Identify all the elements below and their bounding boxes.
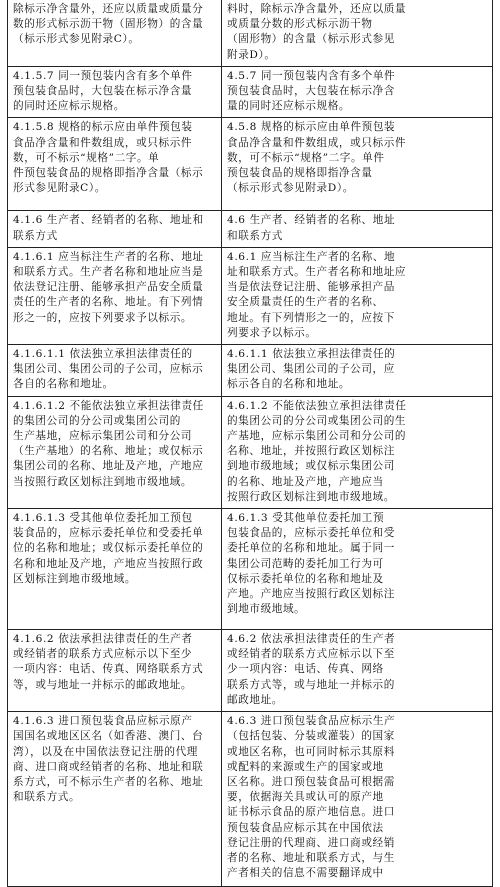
old-standard-cell — [8, 396, 222, 508]
text-line: 要，依据海关具或认可的原产地 — [227, 791, 384, 804]
text-line: 4.6.2 依法承担法律责任的生产者 — [227, 633, 396, 646]
text-line: 或配料的来源或生产的国家或地 — [227, 760, 384, 773]
text-line: 附录D）。 — [227, 48, 276, 61]
text-line: 产地。产地应当按照行政区划标注 — [227, 588, 395, 601]
text-line: 数，可不标示“规格”二字。单 — [13, 151, 160, 164]
text-line: 商、进口商或经销者的名称、地址和联 — [13, 760, 204, 773]
text-line: 产基地，应标示集团公司和分公司的 — [227, 430, 407, 443]
new-standard-cell — [222, 345, 493, 397]
text-line: 4.1.6.3 进口预包装食品应标示原产 — [13, 715, 193, 728]
text-line: 4.1.6.1.2 不能依法独立承担法律责任 — [13, 399, 204, 412]
text-line: 委托单位的名称和地址。属于同一 — [227, 542, 395, 555]
text-line: 4.6.1.1 依法独立承担法律责任的 — [227, 348, 396, 361]
text-line: 到地市级地域。 — [227, 603, 306, 616]
text-line: 数的形式标示沥干物（固形物）的含量 — [13, 18, 204, 31]
text-line: 件预包装食品的规格即指净含量（标示 — [13, 167, 204, 180]
text-line: 4.6 生产者、经销者的名称、地址 — [227, 214, 396, 227]
text-line: 或地区名称，也可同时标示其原料 — [227, 745, 395, 758]
text-line: 集团公司范畴的委托加工行为可 — [227, 557, 384, 570]
text-line: （标示形式参见附录C）。 — [13, 33, 140, 46]
text-line: 或经销者的联系方式应标示以下至 — [227, 648, 395, 661]
text-line: 联系方式等，或与地址一并标示的 — [227, 678, 395, 691]
text-line: 装食品的，应标示委托单位和受委托单 — [13, 527, 204, 540]
text-line: 的集团公司的分公司或集团公司的生 — [227, 414, 407, 427]
text-line: 预包装食品时，大包装在标示净含量 — [13, 85, 193, 98]
new-standard-cell — [222, 66, 493, 118]
text-line: 除标示净含量外，还应以质量或质量分 — [13, 3, 204, 15]
text-line: 和联系方式。 — [13, 791, 81, 804]
text-line: 系方式，可不标示生产者的名称、地址 — [13, 775, 204, 788]
clause-row — [8, 211, 493, 247]
old-standard-cell — [8, 66, 222, 118]
text-line: 按照行政区划标注到地市级地域。 — [227, 490, 395, 503]
text-line: 者的名称、地址和联系方式，与生 — [227, 851, 395, 864]
text-line: （固形物）的含量（标示形式参见 — [227, 33, 395, 46]
text-line: 4.6.1 应当标注生产者的名称、地 — [227, 250, 396, 263]
clause-row — [8, 247, 493, 344]
text-line: 登记注册的代理商、进口商或经销 — [227, 836, 395, 849]
text-line: 4.6.3 进口预包装食品应标示生产 — [227, 715, 396, 728]
clause-row — [8, 712, 493, 887]
text-line: 列要求予以标示。 — [227, 326, 317, 339]
text-line: 区划标注到地市级地域。 — [13, 572, 137, 585]
text-line: 或质量分数的形式标示沥干物 — [227, 18, 373, 31]
text-line: 和联系方式。生产者名称和地址应当是 — [13, 266, 204, 279]
text-line: 预包装食品时，大包装在标示净含 — [227, 85, 395, 98]
old-standard-cell — [8, 630, 222, 712]
text-line: 标示各自的名称和地址。 — [227, 378, 351, 391]
new-standard-cell — [222, 118, 493, 211]
text-line: （标示形式参见附录D）。 — [227, 182, 354, 195]
text-line: 湾），以及在中国依法登记注册的代理 — [13, 745, 198, 758]
text-line: 一项内容：电话、传真、网络联系方式 — [13, 663, 204, 676]
text-line: 4.6.1.2 不能依法独立承担法律责任 — [227, 399, 407, 412]
text-line: 仅标示委托单位的名称和地址及 — [227, 572, 384, 585]
text-line: 生产基地，应标示集团公司和分公司 — [13, 430, 193, 443]
text-line: 区名称。进口预包装食品可根据需 — [227, 775, 395, 788]
old-standard-cell — [8, 118, 222, 211]
text-line: 形之一的，应按下列要求予以标示。 — [13, 311, 193, 324]
text-line: 料时，除标示净含量外，还应以质量 — [227, 3, 407, 15]
old-standard-cell — [8, 211, 222, 247]
text-line: 集团公司的名称、地址及产地，产地应 — [13, 460, 204, 473]
text-line: 和联系方式 — [227, 229, 283, 242]
new-standard-cell — [222, 509, 493, 630]
new-standard-cell — [222, 396, 493, 508]
text-line: 国国名或地区区名（如香港、澳门、台 — [13, 730, 204, 743]
new-standard-cell — [222, 712, 493, 887]
new-standard-cell — [222, 0, 493, 66]
clause-row — [8, 0, 493, 66]
clause-row — [8, 509, 493, 630]
text-line: 各自的名称和地址。 — [13, 378, 114, 391]
text-line: 量的同时还应标示规格。 — [227, 100, 351, 113]
text-line: 或经销者的联系方式应标示以下至少 — [13, 648, 193, 661]
clause-row — [8, 396, 493, 508]
text-line: 4.1.6.1 应当标注生产者的名称、地址 — [13, 250, 204, 263]
text-line: 4.1.5.7 同一预包装内含有多个单件 — [13, 69, 193, 82]
text-line: 形式参见附录C）。 — [13, 182, 106, 195]
old-standard-cell — [8, 509, 222, 630]
text-line: 名称和地址及产地，产地应当按照行政 — [13, 557, 204, 570]
text-line: （生产基地）的名称、地址；或仅标示 — [13, 445, 204, 458]
text-line: 4.5.7 同一预包装内含有多个单件 — [227, 69, 396, 82]
text-line: 的同时还应标示规格。 — [13, 100, 125, 113]
text-line: 位的名称和地址；或仅标示委托单位的 — [13, 542, 204, 555]
text-line: 等，或与地址一并标示的邮政地址。 — [13, 678, 193, 691]
text-line: 预包装食品应标示其在中国依法 — [227, 821, 384, 834]
text-line: 邮政地址。 — [227, 693, 283, 706]
standard-comparison-table — [7, 0, 493, 887]
text-line: 集团公司、集团公司的子公司，应标示 — [13, 363, 204, 376]
text-line: 联系方式 — [13, 229, 58, 242]
text-line: 4.1.6.2 依法承担法律责任的生产者 — [13, 633, 193, 646]
text-line: 依法登记注册、能够承担产品安全质量 — [13, 281, 204, 294]
text-line: 4.1.5.8 规格的标示应由单件预包装 — [13, 121, 193, 134]
old-standard-cell — [8, 345, 222, 397]
old-standard-cell — [8, 712, 222, 887]
text-line: 4.1.6.1.3 受其他单位委托加工预包 — [13, 512, 193, 525]
text-line: 4.5.8 规格的标示应由单件预包装 — [227, 121, 396, 134]
text-line: 安全质量责任的生产者的名称、 — [227, 296, 384, 309]
text-line: 数，可不标示“规格”二字。单件 — [227, 151, 385, 164]
text-line: 食品净含量和件数组成，或只标示件 — [227, 136, 407, 149]
new-standard-cell — [222, 211, 493, 247]
text-line: 证书标示食品的原产地信息。进口 — [227, 806, 395, 819]
text-line: 4.1.6 生产者、经销者的名称、地址和 — [13, 214, 204, 227]
new-standard-cell — [222, 247, 493, 344]
text-line: 包装食品的，应标示委托单位和受 — [227, 527, 395, 540]
text-line: （包括包装、分装或灌装）的国家 — [227, 730, 395, 743]
text-line: 集团公司、集团公司的子公司，应 — [227, 363, 395, 376]
clause-row — [8, 345, 493, 397]
text-line: 责任的生产者的名称、地址。有下列情 — [13, 296, 204, 309]
text-line: 名称、地址，并按照行政区划标注 — [227, 445, 395, 458]
text-line: 址和联系方式。生产者名称和地址应 — [227, 266, 407, 279]
clause-row — [8, 118, 493, 211]
text-line: 4.6.1.3 受其他单位委托加工预 — [227, 512, 385, 525]
text-line: 到地市级地域；或仅标示集团公司 — [227, 460, 395, 473]
text-line: 预包装食品的规格即指净含量 — [227, 167, 373, 180]
clause-row — [8, 630, 493, 712]
text-line: 地址。有下列情形之一的，应按下 — [227, 311, 395, 324]
clause-row — [8, 66, 493, 118]
text-line: 食品净含量和件数组成，或只标示件 — [13, 136, 193, 149]
text-line: 的集团公司的分公司或集团公司的 — [13, 414, 181, 427]
new-standard-cell — [222, 630, 493, 712]
old-standard-cell — [8, 247, 222, 344]
old-standard-cell — [8, 0, 222, 66]
text-line: 产者相关的信息不需要翻译成中 — [227, 867, 384, 880]
text-line: 当是依法登记注册、能够承担产品 — [227, 281, 395, 294]
text-line: 当按照行政区划标注到地市级地域。 — [13, 475, 193, 488]
text-line: 4.1.6.1.1 依法独立承担法律责任的 — [13, 348, 193, 361]
comparison-table-body — [8, 0, 493, 887]
text-line: 的名称、地址及产地，产地应当 — [227, 475, 384, 488]
text-line: 少一项内容：电话、传真、网络 — [227, 663, 384, 676]
